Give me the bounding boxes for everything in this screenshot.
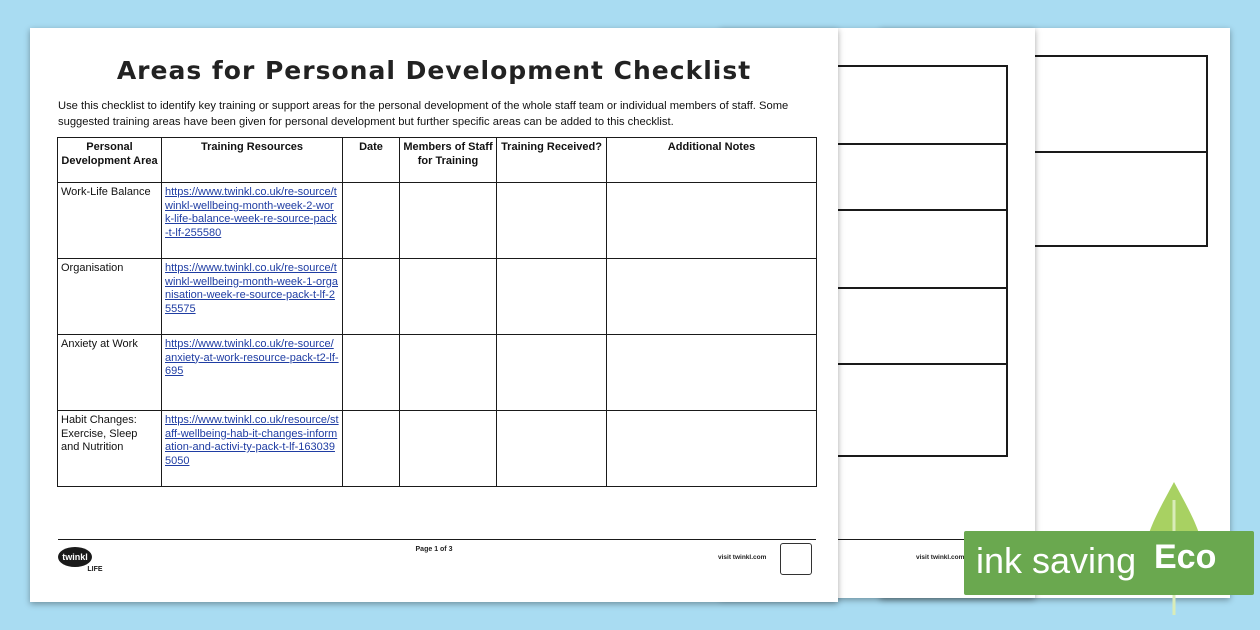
page-number: Page 1 of 3 [415, 546, 453, 553]
staff-cell[interactable] [400, 411, 497, 487]
area-cell: Organisation [58, 259, 162, 335]
back-table-cell [1032, 55, 1208, 155]
back-footer-visit: visit twinkl.com [916, 554, 965, 561]
notes-cell[interactable] [607, 259, 817, 335]
staff-cell[interactable] [400, 335, 497, 411]
column-header: Additional Notes [607, 138, 817, 183]
resource-link[interactable]: https://www.twinkl.co.uk/re-source/twinkl-wellbeing-month-week-1-organisation-week-re-source-pack-t-lf-255575 [165, 262, 339, 315]
date-cell[interactable] [343, 335, 400, 411]
table-row [58, 335, 817, 411]
footer-rule [58, 539, 816, 540]
column-header: Training Received? [497, 138, 607, 183]
resource-cell [162, 335, 343, 411]
received-cell[interactable] [497, 411, 607, 487]
back-table-cell [1032, 151, 1208, 247]
column-header: Date [343, 138, 400, 183]
intro-text: Use this checklist to identify key training or support areas for the personal development of the whole staff team or individual members of staff. Some suggested training areas have been given for personal development but further specific areas can be added to this checklist. [58, 100, 789, 128]
resource-link[interactable]: https://www.twinkl.co.uk/re-source/anxiety-at-work-resource-pack-t2-lf-695 [165, 338, 339, 377]
table-row [58, 183, 817, 259]
logo-text: twinkl [62, 552, 88, 562]
back-table-cell [836, 363, 1008, 457]
front-page [30, 28, 838, 602]
date-cell[interactable] [343, 183, 400, 259]
column-header: Personal Development Area [58, 138, 162, 183]
received-cell[interactable] [497, 335, 607, 411]
received-cell[interactable] [497, 259, 607, 335]
back-table-cell [836, 209, 1008, 291]
table-row [58, 259, 817, 335]
table-header-row [58, 138, 817, 183]
table-row [58, 411, 817, 487]
page-title: Areas for Personal Development Checklist [116, 56, 752, 85]
notes-cell[interactable] [607, 183, 817, 259]
back-table-cell [836, 143, 1008, 213]
eco-word: Eco [1154, 538, 1217, 576]
column-header: Members of Staff for Training [400, 138, 497, 183]
back-table-cell [836, 65, 1008, 147]
resource-cell [162, 183, 343, 259]
checklist-table [57, 137, 817, 487]
quality-badge-icon [780, 543, 812, 575]
area-cell: Habit Changes: Exercise, Sleep and Nutrition [58, 411, 162, 487]
eco-banner [964, 528, 1254, 594]
staff-cell[interactable] [400, 259, 497, 335]
resource-link[interactable]: https://www.twinkl.co.uk/resource/staff-wellbeing-hab-it-changes-information-and-activi-ty-pack-t-lf-1630395050 [165, 414, 339, 467]
date-cell[interactable] [343, 259, 400, 335]
logo-subtext: LIFE [87, 566, 103, 573]
resource-cell [162, 259, 343, 335]
eco-label: ink saving [976, 540, 1137, 581]
date-cell[interactable] [343, 411, 400, 487]
column-header: Training Resources [162, 138, 343, 183]
area-cell: Anxiety at Work [58, 335, 162, 411]
resource-link[interactable]: https://www.twinkl.co.uk/re-source/twinkl-wellbeing-month-week-2-work-life-balance-week-re-source-pack-t-lf-255580 [165, 186, 337, 239]
notes-cell[interactable] [607, 335, 817, 411]
staff-cell[interactable] [400, 183, 497, 259]
back-table-cell [836, 287, 1008, 367]
notes-cell[interactable] [607, 411, 817, 487]
area-cell: Work-Life Balance [58, 183, 162, 259]
resource-cell [162, 411, 343, 487]
received-cell[interactable] [497, 183, 607, 259]
footer-visit: visit twinkl.com [718, 554, 767, 561]
